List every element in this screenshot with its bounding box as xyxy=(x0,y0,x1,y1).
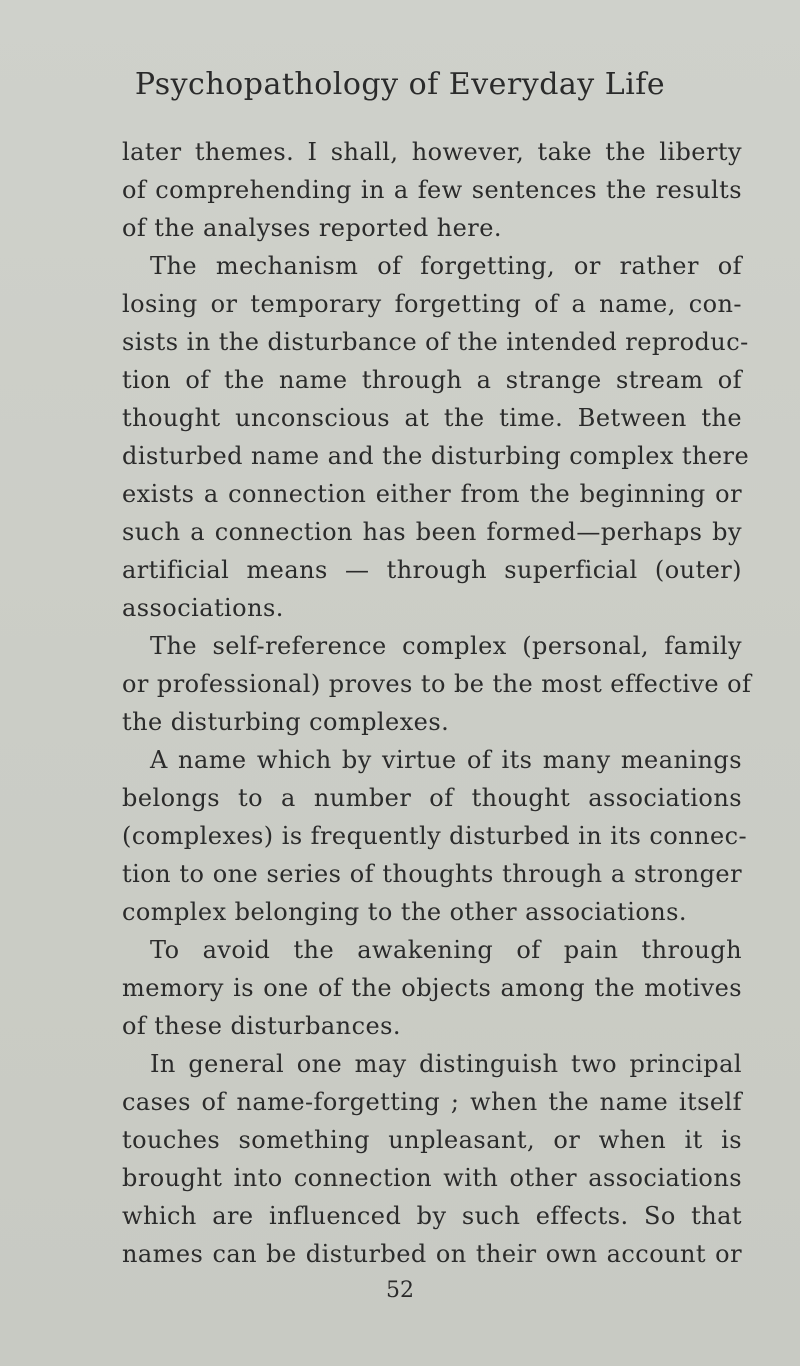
running-header: Psychopathology of Everyday Life xyxy=(134,67,666,102)
text-line: touches something unpleasant, or when it is xyxy=(122,1126,742,1154)
text-line: To avoid the awakening of pain through xyxy=(150,936,742,964)
text-line: exists a connection either from the beginning or xyxy=(122,480,742,508)
text-line: artificial means — through superficial (outer) xyxy=(122,556,742,584)
text-line: cases of name-forgetting ; when the name itself xyxy=(122,1088,742,1116)
text-line: In general one may distinguish two principal xyxy=(150,1050,742,1078)
text-line: The mechanism of forgetting, or rather of xyxy=(150,252,742,280)
text-line: losing or temporary forgetting of a name, con- xyxy=(122,290,742,318)
text-line: tion of the name through a strange stream of xyxy=(122,366,742,394)
text-line: associations. xyxy=(122,594,284,622)
text-line: the disturbing complexes. xyxy=(122,708,450,736)
text-line: disturbed name and the disturbing complex there xyxy=(122,442,750,470)
text-line: complex belonging to the other associations. xyxy=(122,898,687,926)
text-line: sists in the disturbance of the intended reproduc- xyxy=(122,328,749,356)
text-line: of the analyses reported here. xyxy=(122,214,502,242)
text-line: memory is one of the objects among the motives xyxy=(122,974,742,1002)
text-line: names can be disturbed on their own account or xyxy=(122,1240,742,1268)
text-line: which are influenced by such effects. So that xyxy=(122,1202,742,1230)
text-line: of comprehending in a few sentences the results xyxy=(122,176,742,204)
text-line: belongs to a number of thought associations xyxy=(122,784,742,812)
text-line: later themes. I shall, however, take the liberty xyxy=(122,138,742,166)
text-line: such a connection has been formed—perhaps by xyxy=(122,518,742,546)
page-number: 52 xyxy=(386,1278,414,1303)
text-line: of these disturbances. xyxy=(122,1012,401,1040)
text-line: thought unconscious at the time. Between the xyxy=(122,404,742,432)
text-line: (complexes) is frequently disturbed in its connec- xyxy=(122,822,748,850)
text-line: tion to one series of thoughts through a stronger xyxy=(122,860,742,888)
text-line: or professional) proves to be the most effective of xyxy=(122,670,752,698)
text-line: The self-reference complex (personal, family xyxy=(150,632,742,660)
text-line: A name which by virtue of its many meanings xyxy=(150,746,742,774)
text-line: brought into connection with other associations xyxy=(122,1164,742,1192)
